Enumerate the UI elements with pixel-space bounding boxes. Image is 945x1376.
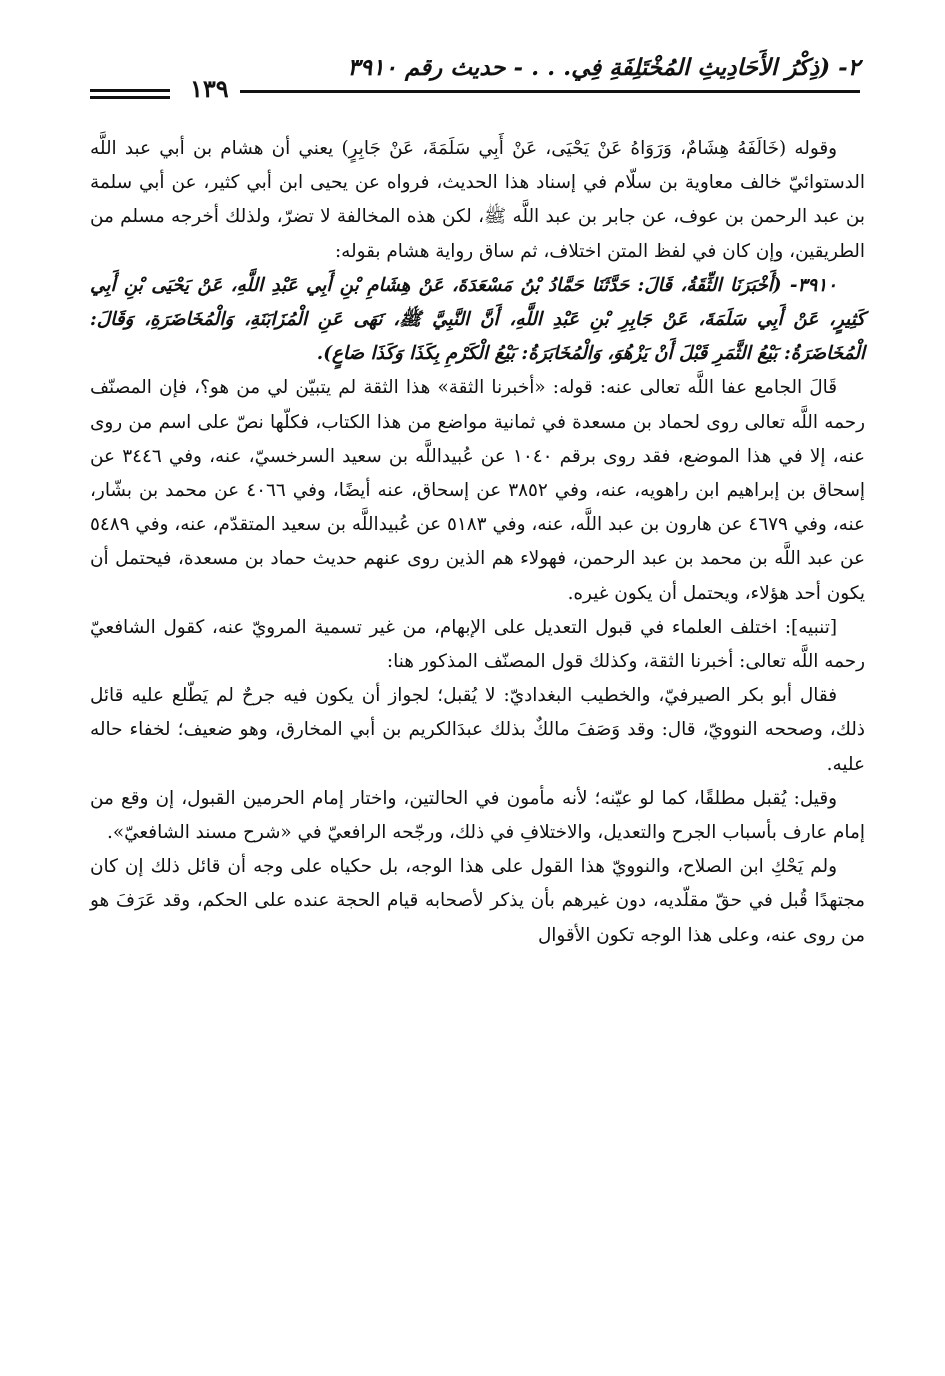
paragraph-first-opinion: فقال أبو بكر الصيرفيّ، والخطيب البغداديّ: لا يُقبل؛ لجواز أن يكون فيه جرحٌ لم يَطّلع عليه قائل ذلك، وصححه النوويّ، قال: وقد وَصَفَ مالكٌ بذلك عبدَالكريم بن أبي المخارق، وهو ضعيف؛ لخفاء حاله عليه. [90, 685, 865, 775]
header-rule [240, 90, 860, 93]
page-number: ١٣٩ [180, 74, 239, 103]
paragraph-jami-note: قَالَ الجامع عفا اللَّه تعالى عنه: قوله: «أخبرنا الثقة» هذا الثقة لم يتبيّن لي من هو؟، فإن المصنّف رحمه اللَّه تعالى روى لحماد بن مسعدة في ثمانية مواضع من هذا الكتاب، فكلّها نصّ على اسم من روى عنه، إلا في هذا الموضع، فقد روى برقم ١٠٤٠ عن عُبيداللَّه بن سعيد السرخسيّ، عنه، وفي ٣٤٤٦ عن إسحاق بن إبراهيم ابن راهويه، عنه، وفي ٣٨٥٢ عن إسحاق، عنه أيضًا، وفي ٤٠٦٦ عن محمد بن بشّار، عنه، وفي ٤٦٧٩ عن هارون بن عبد اللَّه، عنه، وفي ٥١٨٣ عن عُبيداللَّه بن سعيد المتقدّم، عنه، وفي ٥٤٨٩ عن عبد اللَّه بن محمد بن عبد الرحمن، فهولاء هم الذين روى عنهم حديث حماد بن مسعدة، فيحتمل أن يكون أحد هؤلاء، ويحتمل أن يكون غيره. [90, 377, 866, 604]
header-title: ٢- (ذِكْرُ الأَحَادِيثِ المُخْتَلِفَةِ فِي. . . - حديث رقم ٣٩١٠ [347, 54, 860, 81]
running-header [90, 52, 860, 104]
page-body [90, 132, 865, 953]
header-double-rule [90, 89, 170, 103]
paragraph-commentary: وقوله (خَالَفَهُ هِشَامٌ، وَرَوَاهُ عَنْ يَحْيَى، عَنْ أَبِي سَلَمَةَ، عَنْ جَابِرٍ) يعني أن هشام بن أبي عبد اللَّه الدستوائيّ خالف معاوية بن سلّام في إسناد هذا الحديث، فرواه عن يحيى ابن أبي كثير، عن أبي سلمة بن عبد الرحمن بن عوف، عن جابر بن عبد اللَّه ﷺ، لكن هذه المخالفة لا تضرّ، ولذلك أخرجه مسلم من الطريقين، وإن كان في لفظ المتن اختلاف، ثم ساق رواية هشام بقوله: [90, 138, 865, 262]
paragraph-third-opinion: ولم يَحْكِ ابن الصلاح، والنوويّ هذا القول على هذا الوجه، بل حكياه على وجه أن قائل ذلك إن كان مجتهدًا قُبل في حقّ مقلّديه، دون غيرهم بأن يذكر لأصحابه قيام الحجة عنده على الحكم، وقد عَرَفَ هو من روى عنه، وعلى هذا الوجه تكون الأقوال [90, 856, 865, 946]
paragraph-tanbih: [تنبيه]: اختلف العلماء في قبول التعديل على الإبهام، من غير تسمية المرويّ عنه، كقول الشافعيّ رحمه اللَّه تعالى: أخبرنا الثقة، وكذلك قول المصنّف المذكور هنا: [90, 616, 865, 673]
paragraph-second-opinion: وقيل: يُقبل مطلقًا، كما لو عيّنه؛ لأنه مأمون في الحالتين، واختار إمام الحرمين القبول، إن وقع من إمام عارف بأسباب الجرح والتعديل، والاختلافِ في ذلك، ورجّحه الرافعيّ في «شرح مسند الشافعيّ». [90, 787, 865, 844]
paragraph-hadith: ٣٩١٠- (أَخْبَرَنَا الثِّقَةُ، قَالَ: حَدَّثَنَا حَمَّادُ بْنُ مَسْعَدَةَ، عَنْ هِشَامِ بْنِ أَبِي عَبْدِ اللَّهِ، عَنْ يَحْيَى بْنِ أَبِي كَثِيرٍ، عَنْ أَبِي سَلَمَةَ، عَنْ جَابِرِ بْنِ عَبْدِ اللَّهِ، أَنَّ النَّبِيَّ ﷺ، نَهَى عَنِ الْمُزَابَنَةِ، وَالْمُخَاضَرَةِ، وَقَالَ: الْمُخَاضَرَةُ: بَيْعُ الثَّمَرِ قَبْلَ أَنْ يَزْهُوَ، وَالْمُخَابَرَةُ: بَيْعُ الْكَرْمِ بِكَذَا وَكَذَا صَاعٍ). [90, 274, 865, 365]
